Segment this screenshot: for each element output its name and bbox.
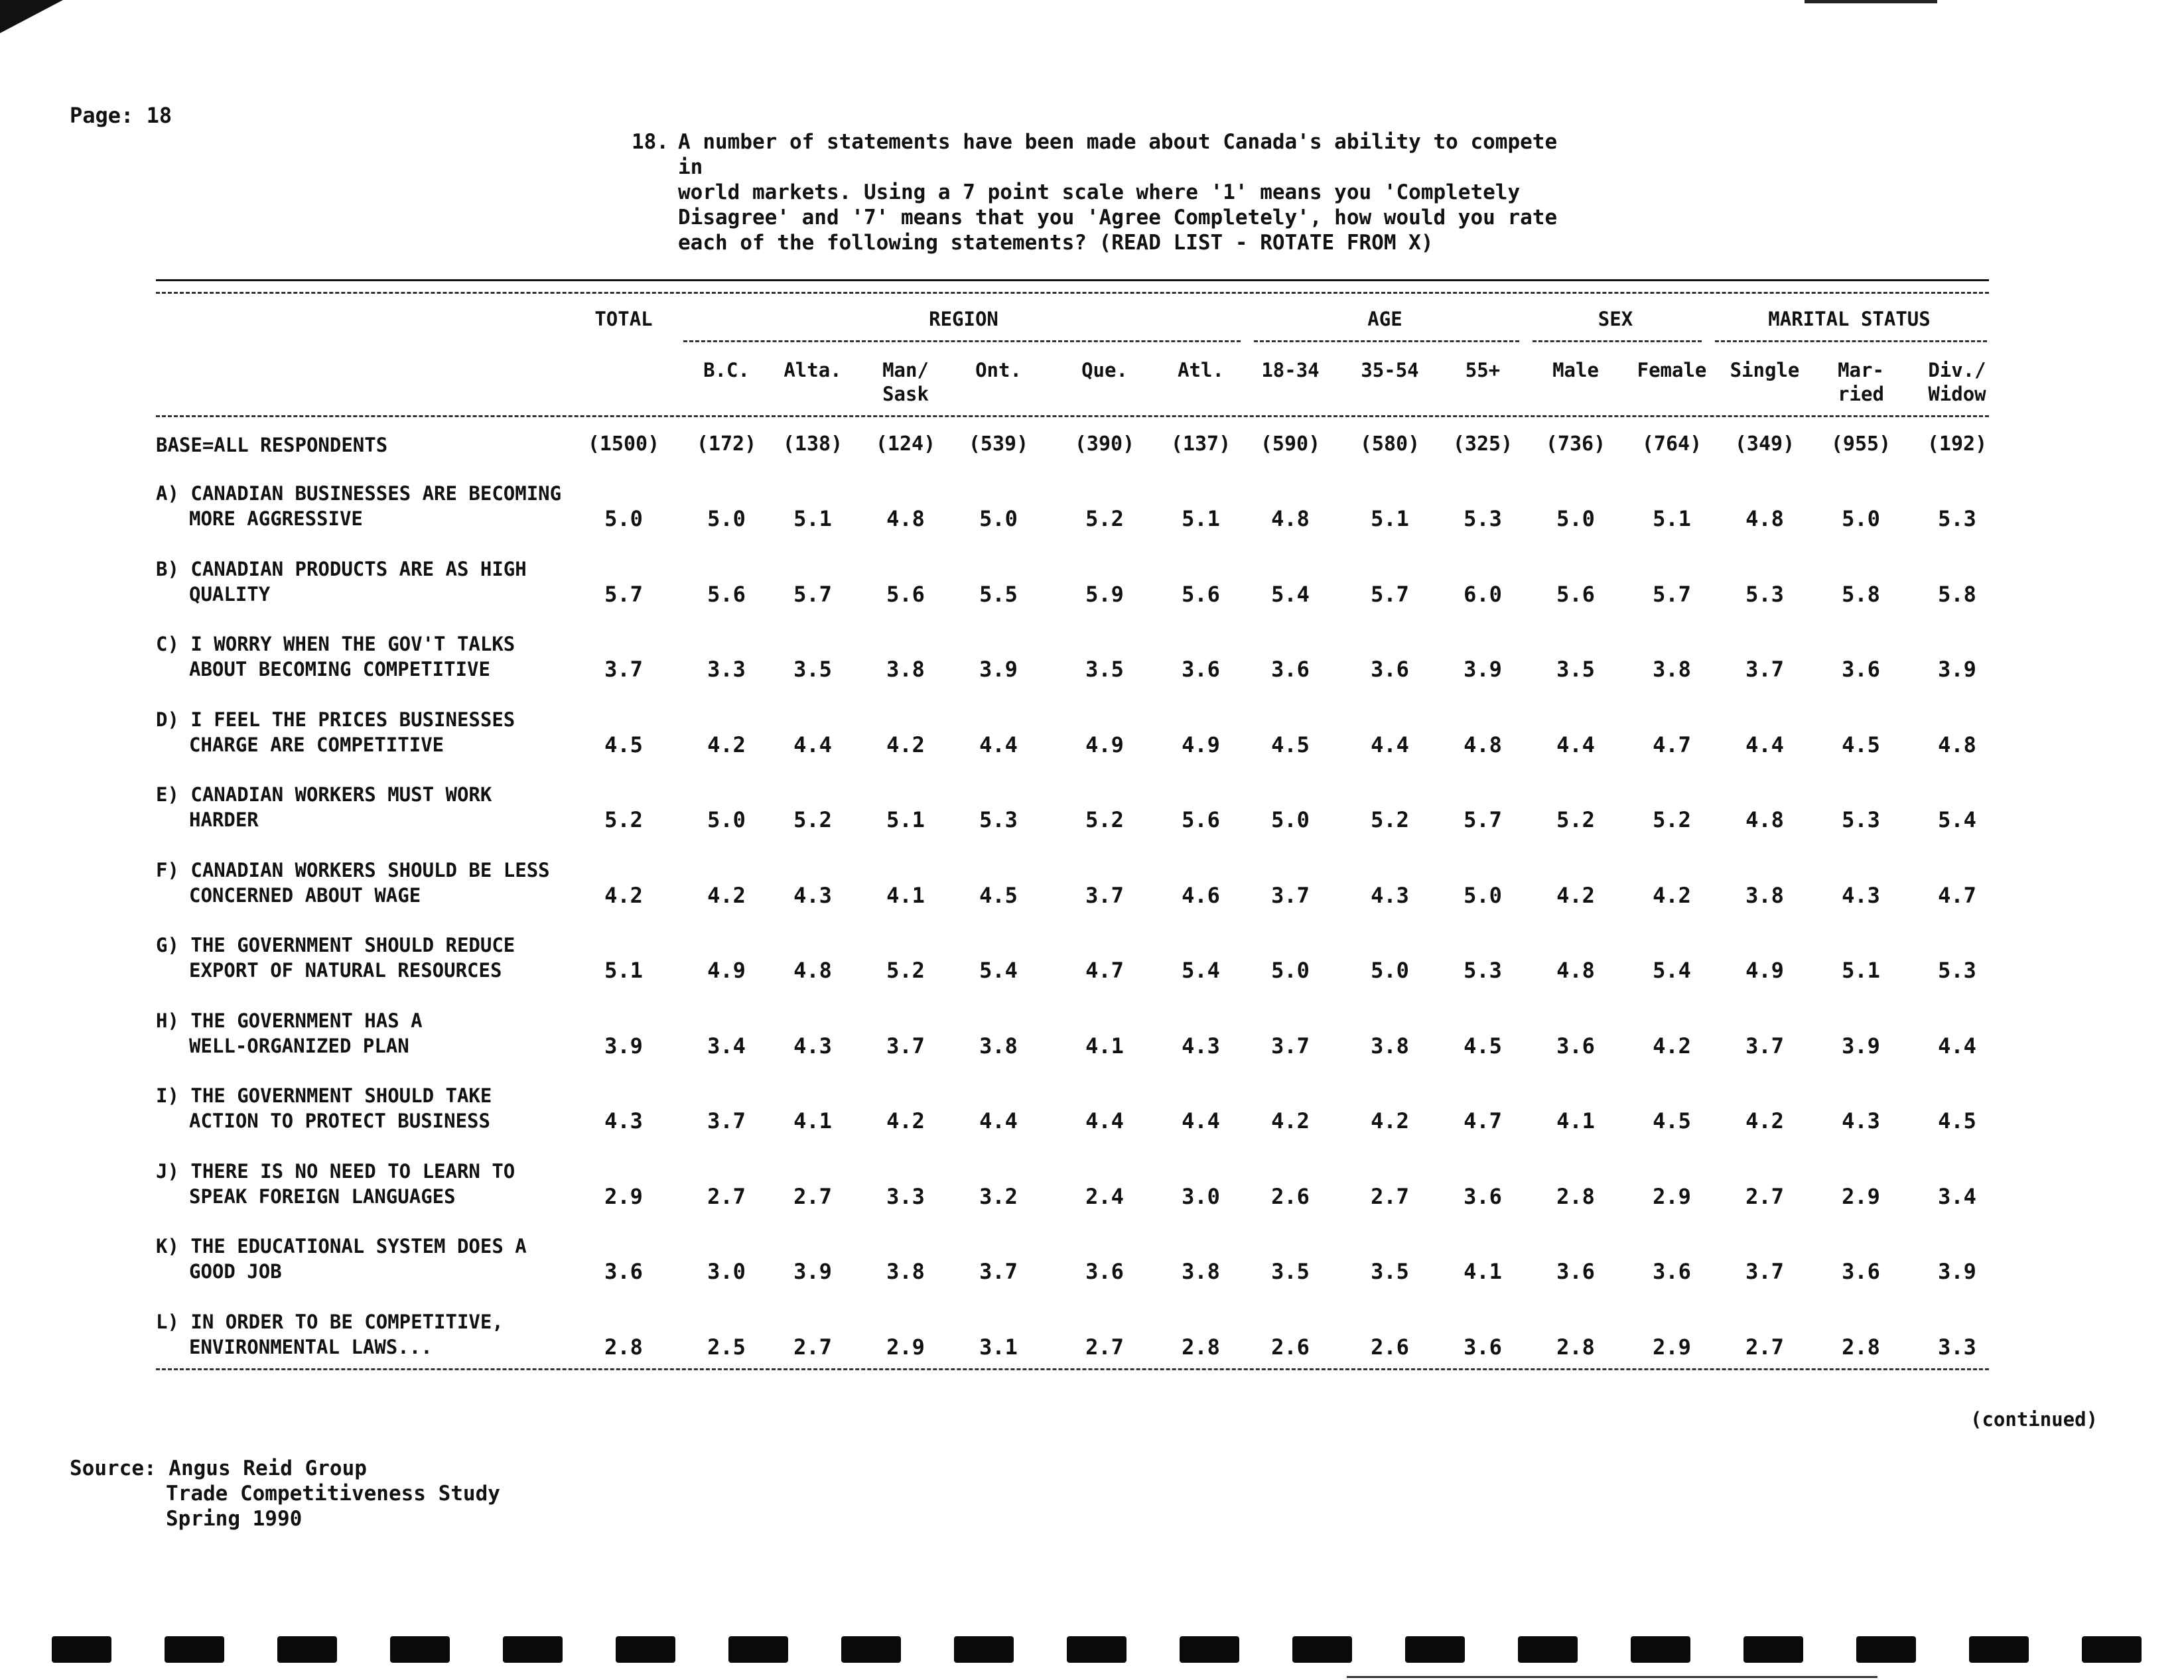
group-header-region: REGION bbox=[929, 308, 998, 330]
column-header: Mar- bbox=[1838, 359, 1884, 381]
table-cell: 4.2 bbox=[1653, 882, 1691, 908]
registration-bar bbox=[1067, 1636, 1126, 1663]
table-cell: 4.1 bbox=[886, 882, 925, 908]
table-cell: 3.8 bbox=[1653, 657, 1691, 682]
table-cell: 5.5 bbox=[979, 581, 1018, 607]
row-label: J) THERE IS NO NEED TO LEARN TO bbox=[156, 1159, 515, 1183]
table-cell: 2.7 bbox=[793, 1334, 832, 1360]
table-cell: 3.9 bbox=[793, 1259, 832, 1284]
table-cell: 3.7 bbox=[1085, 882, 1124, 908]
table-cell: 5.3 bbox=[979, 807, 1018, 832]
table-cell: 3.9 bbox=[1464, 657, 1502, 682]
table-cell: 3.0 bbox=[707, 1259, 746, 1284]
question-line-3: Disagree' and '7' means that you 'Agree Completely', how would you rate bbox=[678, 206, 1558, 229]
table-cell: 3.3 bbox=[886, 1183, 925, 1209]
table-cell: 3.6 bbox=[1271, 657, 1310, 682]
table-cell: 6.0 bbox=[1464, 581, 1502, 607]
table-cell: 3.8 bbox=[1371, 1033, 1409, 1059]
region-underline bbox=[683, 340, 1241, 342]
table-cell: 4.8 bbox=[1938, 732, 1976, 757]
row-label-continued: ABOUT BECOMING COMPETITIVE bbox=[189, 658, 490, 680]
table-cell: 4.7 bbox=[1085, 958, 1124, 983]
base-cell: (390) bbox=[1074, 432, 1135, 456]
table-cell: 5.1 bbox=[793, 506, 832, 531]
row-label-continued: CONCERNED ABOUT WAGE bbox=[189, 883, 421, 907]
base-cell: (736) bbox=[1545, 432, 1606, 456]
table-cell: 5.0 bbox=[1271, 807, 1310, 832]
question-number: 18. bbox=[632, 130, 669, 154]
table-cell: 4.8 bbox=[1745, 506, 1784, 531]
table-cell: 3.7 bbox=[1745, 1259, 1784, 1284]
row-label-continued: QUALITY bbox=[189, 582, 271, 606]
registration-bar bbox=[1969, 1636, 2029, 1663]
table-cell: 5.1 bbox=[604, 958, 643, 983]
table-cell: 4.5 bbox=[1938, 1108, 1976, 1133]
table-cell: 4.3 bbox=[793, 1033, 832, 1059]
registration-bar bbox=[841, 1636, 901, 1663]
base-cell: (124) bbox=[875, 432, 936, 456]
registration-bar bbox=[1518, 1636, 1578, 1663]
base-cell: (955) bbox=[1830, 432, 1891, 456]
table-cell: 5.0 bbox=[1371, 958, 1409, 983]
table-cell: 3.3 bbox=[1938, 1334, 1976, 1360]
table-cell: 4.4 bbox=[1371, 732, 1409, 757]
table-cell: 5.1 bbox=[1371, 506, 1409, 531]
table-cell: 4.3 bbox=[604, 1108, 643, 1133]
table-cell: 4.4 bbox=[1745, 732, 1784, 757]
row-label: L) IN ORDER TO BE COMPETITIVE, bbox=[156, 1310, 504, 1333]
marital-underline bbox=[1715, 340, 1987, 342]
table-cell: 2.7 bbox=[1745, 1183, 1784, 1209]
table-cell: 4.2 bbox=[1371, 1108, 1409, 1133]
registration-bar bbox=[52, 1636, 111, 1663]
registration-bar bbox=[1180, 1636, 1239, 1663]
table-cell: 5.7 bbox=[1371, 581, 1409, 607]
table-cell: 3.7 bbox=[604, 657, 643, 682]
table-cell: 2.7 bbox=[1745, 1334, 1784, 1360]
table-cell: 4.2 bbox=[1745, 1108, 1784, 1133]
row-label-continued: ENVIRONMENTAL LAWS... bbox=[189, 1335, 433, 1358]
group-header-sex: SEX bbox=[1598, 308, 1633, 330]
table-cell: 5.6 bbox=[886, 581, 925, 607]
table-cell: 5.2 bbox=[1085, 506, 1124, 531]
table-cell: 4.8 bbox=[1556, 958, 1595, 983]
table-cell: 4.5 bbox=[1842, 732, 1880, 757]
table-cell: 4.2 bbox=[886, 1108, 925, 1133]
table-cell: 3.2 bbox=[979, 1183, 1018, 1209]
row-label-continued: ACTION TO PROTECT BUSINESS bbox=[189, 1110, 490, 1132]
table-cell: 5.2 bbox=[1085, 807, 1124, 832]
table-cell: 3.7 bbox=[1271, 882, 1310, 908]
table-cell: 4.2 bbox=[886, 732, 925, 757]
table-cell: 3.7 bbox=[886, 1033, 925, 1059]
base-cell: (192) bbox=[1927, 432, 1988, 456]
table-cell: 3.6 bbox=[1842, 657, 1880, 682]
table-cell: 5.6 bbox=[1182, 807, 1220, 832]
table-cell: 4.3 bbox=[1842, 882, 1880, 908]
registration-bar bbox=[1631, 1636, 1690, 1663]
table-cell: 4.4 bbox=[793, 732, 832, 757]
table-cell: 2.6 bbox=[1271, 1183, 1310, 1209]
table-cell: 4.8 bbox=[1745, 807, 1784, 832]
table-cell: 5.6 bbox=[1556, 581, 1595, 607]
base-cell: (137) bbox=[1170, 432, 1231, 456]
registration-bar bbox=[390, 1636, 450, 1663]
question-line-4: each of the following statements? (READ LIST - ROTATE FROM X) bbox=[678, 231, 1434, 255]
top-edge-line bbox=[1805, 0, 1937, 3]
table-cell: 5.3 bbox=[1464, 506, 1502, 531]
base-cell: (325) bbox=[1452, 432, 1513, 456]
table-cell: 5.3 bbox=[1938, 958, 1976, 983]
table-cell: 4.9 bbox=[1085, 732, 1124, 757]
base-cell: (138) bbox=[782, 432, 843, 456]
table-cell: 3.4 bbox=[707, 1033, 746, 1059]
table-cell: 4.7 bbox=[1938, 882, 1976, 908]
table-cell: 5.7 bbox=[1653, 581, 1691, 607]
source-label: Source: Angus Reid Group bbox=[70, 1456, 367, 1480]
table-cell: 2.8 bbox=[1182, 1334, 1220, 1360]
question-block bbox=[632, 129, 1580, 255]
table-cell: 4.5 bbox=[604, 732, 643, 757]
table-cell: 3.7 bbox=[707, 1108, 746, 1133]
table-cell: 4.9 bbox=[1182, 732, 1220, 757]
table-cell: 3.6 bbox=[1182, 657, 1220, 682]
table-cell: 3.5 bbox=[793, 657, 832, 682]
table-cell: 3.4 bbox=[1938, 1183, 1976, 1209]
sex-underline bbox=[1533, 340, 1702, 342]
table-cell: 5.2 bbox=[1653, 807, 1691, 832]
table-cell: 5.4 bbox=[1182, 958, 1220, 983]
table-cell: 5.1 bbox=[1842, 958, 1880, 983]
base-cell: (590) bbox=[1260, 432, 1321, 456]
table-cell: 5.0 bbox=[707, 807, 746, 832]
row-label-continued: SPEAK FOREIGN LANGUAGES bbox=[189, 1185, 456, 1208]
table-cell: 5.3 bbox=[1745, 581, 1784, 607]
table-cell: 3.6 bbox=[1653, 1259, 1691, 1284]
table-cell: 4.2 bbox=[707, 882, 746, 908]
table-cell: 4.7 bbox=[1464, 1108, 1502, 1133]
table-cell: 4.3 bbox=[1371, 882, 1409, 908]
table-cell: 4.5 bbox=[1271, 732, 1310, 757]
row-label-continued: WELL-ORGANIZED PLAN bbox=[189, 1034, 409, 1057]
table-cell: 4.1 bbox=[793, 1108, 832, 1133]
registration-bar bbox=[503, 1636, 563, 1663]
table-cell: 2.7 bbox=[1371, 1183, 1409, 1209]
bottom-edge-line bbox=[1347, 1676, 1877, 1678]
question-line-1: A number of statements have been made about Canada's ability to compete in bbox=[678, 130, 1558, 179]
registration-bar bbox=[728, 1636, 788, 1663]
table-cell: 5.0 bbox=[1556, 506, 1595, 531]
table-cell: 3.0 bbox=[1182, 1183, 1220, 1209]
table-cell: 4.8 bbox=[1464, 732, 1502, 757]
table-cell: 3.7 bbox=[1745, 1033, 1784, 1059]
table-cell: 2.9 bbox=[1842, 1183, 1880, 1209]
registration-bar bbox=[1743, 1636, 1803, 1663]
table-cell: 5.1 bbox=[1182, 506, 1220, 531]
table-cell: 5.0 bbox=[707, 506, 746, 531]
table-cell: 3.8 bbox=[1745, 882, 1784, 908]
table-cell: 4.2 bbox=[707, 732, 746, 757]
column-header: B.C. bbox=[703, 359, 750, 381]
table-cell: 3.9 bbox=[1842, 1033, 1880, 1059]
column-header: 18-34 bbox=[1261, 359, 1320, 381]
table-cell: 3.5 bbox=[1371, 1259, 1409, 1284]
row-label: F) CANADIAN WORKERS SHOULD BE LESS bbox=[156, 858, 550, 881]
column-header: Alta. bbox=[784, 359, 842, 381]
table-cell: 3.6 bbox=[1842, 1259, 1880, 1284]
row-label: E) CANADIAN WORKERS MUST WORK bbox=[156, 783, 492, 806]
table-cell: 5.7 bbox=[604, 581, 643, 607]
table-cell: 2.9 bbox=[886, 1334, 925, 1360]
table-cell: 4.4 bbox=[1085, 1108, 1124, 1133]
table-cell: 4.3 bbox=[1842, 1108, 1880, 1133]
table-cell: 5.2 bbox=[886, 958, 925, 983]
table-cell: 5.3 bbox=[1842, 807, 1880, 832]
table-cell: 5.0 bbox=[1842, 506, 1880, 531]
registration-bar bbox=[277, 1636, 337, 1663]
base-cell: (172) bbox=[696, 432, 757, 456]
table-cell: 4.4 bbox=[979, 732, 1018, 757]
table-cell: 5.4 bbox=[1653, 958, 1691, 983]
table-cell: 5.6 bbox=[707, 581, 746, 607]
table-cell: 3.5 bbox=[1085, 657, 1124, 682]
row-label: K) THE EDUCATIONAL SYSTEM DOES A bbox=[156, 1235, 527, 1258]
table-cell: 2.9 bbox=[1653, 1183, 1691, 1209]
table-cell: 2.9 bbox=[1653, 1334, 1691, 1360]
table-cell: 4.2 bbox=[1653, 1033, 1691, 1059]
table-cell: 5.1 bbox=[1653, 506, 1691, 531]
table-cell: 3.6 bbox=[1556, 1033, 1595, 1059]
row-label: B) CANADIAN PRODUCTS ARE AS HIGH bbox=[156, 557, 527, 580]
table-cell: 4.5 bbox=[1464, 1033, 1502, 1059]
base-label: BASE=ALL RESPONDENTS bbox=[156, 434, 388, 456]
row-label-continued: CHARGE ARE COMPETITIVE bbox=[189, 733, 444, 756]
table-cell: 5.2 bbox=[1371, 807, 1409, 832]
table-cell: 5.8 bbox=[1842, 581, 1880, 607]
group-header-age: AGE bbox=[1367, 308, 1402, 330]
base-cell: (764) bbox=[1641, 432, 1702, 456]
table-cell: 5.3 bbox=[1938, 506, 1976, 531]
column-header: 35-54 bbox=[1361, 359, 1419, 381]
table-cell: 3.6 bbox=[1371, 657, 1409, 682]
row-label: D) I FEEL THE PRICES BUSINESSES bbox=[156, 708, 515, 731]
base-cell: (539) bbox=[968, 432, 1029, 456]
table-cell: 5.7 bbox=[1464, 807, 1502, 832]
table-cell: 3.8 bbox=[1182, 1259, 1220, 1284]
table-cell: 4.4 bbox=[1938, 1033, 1976, 1059]
base-cell: (1500) bbox=[587, 432, 660, 456]
table-cell: 3.6 bbox=[1085, 1259, 1124, 1284]
base-cell: (349) bbox=[1734, 432, 1795, 456]
table-cell: 4.4 bbox=[1182, 1108, 1220, 1133]
table-cell: 4.2 bbox=[1271, 1108, 1310, 1133]
table-cell: 2.7 bbox=[707, 1183, 746, 1209]
row-label: C) I WORRY WHEN THE GOV'T TALKS bbox=[156, 633, 515, 655]
registration-bar bbox=[616, 1636, 675, 1663]
page-corner-mark bbox=[0, 0, 63, 33]
table-cell: 3.8 bbox=[886, 1259, 925, 1284]
table-cell: 4.9 bbox=[1745, 958, 1784, 983]
row-label-continued: EXPORT OF NATURAL RESOURCES bbox=[189, 959, 502, 982]
table-bottom-dashes bbox=[156, 1368, 1989, 1370]
table-cell: 2.6 bbox=[1271, 1334, 1310, 1360]
table-cell: 5.6 bbox=[1182, 581, 1220, 607]
column-header: Que. bbox=[1081, 359, 1128, 381]
table-cell: 2.6 bbox=[1371, 1334, 1409, 1360]
page-number: Page: 18 bbox=[70, 103, 172, 128]
table-cell: 3.5 bbox=[1556, 657, 1595, 682]
group-header-marital-status: MARITAL STATUS bbox=[1768, 308, 1931, 330]
table-cell: 5.8 bbox=[1938, 581, 1976, 607]
table-cell: 2.8 bbox=[1556, 1183, 1595, 1209]
table-cell: 4.8 bbox=[886, 506, 925, 531]
column-header: Man/ bbox=[882, 359, 929, 381]
row-label-continued: GOOD JOB bbox=[189, 1260, 282, 1283]
column-header: Div./ bbox=[1928, 359, 1986, 381]
table-cell: 5.1 bbox=[886, 807, 925, 832]
table-cell: 5.3 bbox=[1464, 958, 1502, 983]
table-cell: 3.7 bbox=[1745, 657, 1784, 682]
table-cell: 5.2 bbox=[793, 807, 832, 832]
table-cell: 3.9 bbox=[1938, 657, 1976, 682]
table-cell: 4.4 bbox=[979, 1108, 1018, 1133]
row-label: A) CANADIAN BUSINESSES ARE BECOMING bbox=[156, 482, 562, 505]
table-cell: 4.5 bbox=[979, 882, 1018, 908]
column-header: Ont. bbox=[975, 359, 1022, 381]
table-cell: 3.6 bbox=[604, 1259, 643, 1284]
column-header: ried bbox=[1838, 383, 1884, 405]
table-cell: 5.7 bbox=[793, 581, 832, 607]
column-header: Widow bbox=[1928, 383, 1986, 405]
table-cell: 5.2 bbox=[604, 807, 643, 832]
table-cell: 5.4 bbox=[1938, 807, 1976, 832]
table-cell: 3.9 bbox=[1938, 1259, 1976, 1284]
table-cell: 5.4 bbox=[1271, 581, 1310, 607]
table-cell: 4.2 bbox=[604, 882, 643, 908]
table-cell: 4.9 bbox=[707, 958, 746, 983]
row-label-continued: HARDER bbox=[189, 808, 259, 831]
group-header-total: TOTAL bbox=[594, 308, 653, 330]
table-cell: 5.0 bbox=[1271, 958, 1310, 983]
table-cell: 4.1 bbox=[1464, 1259, 1502, 1284]
bottom-registration-bars bbox=[52, 1636, 2142, 1663]
table-cell: 5.4 bbox=[979, 958, 1018, 983]
table-header-dashes bbox=[156, 292, 1989, 294]
table-cell: 3.7 bbox=[1271, 1033, 1310, 1059]
table-cell: 3.8 bbox=[979, 1033, 1018, 1059]
column-header: Atl. bbox=[1178, 359, 1224, 381]
column-header: 55+ bbox=[1465, 359, 1501, 381]
table-cell: 4.1 bbox=[1085, 1033, 1124, 1059]
table-cell: 5.9 bbox=[1085, 581, 1124, 607]
row-label-continued: MORE AGGRESSIVE bbox=[189, 507, 363, 530]
column-header: Female bbox=[1637, 359, 1707, 381]
column-header: Male bbox=[1552, 359, 1599, 381]
table-cell: 5.0 bbox=[1464, 882, 1502, 908]
row-label: I) THE GOVERNMENT SHOULD TAKE bbox=[156, 1084, 492, 1107]
table-cell: 4.4 bbox=[1556, 732, 1595, 757]
source-line-1: Trade Competitiveness Study bbox=[166, 1482, 500, 1506]
table-cell: 4.1 bbox=[1556, 1108, 1595, 1133]
table-cell: 3.6 bbox=[1556, 1259, 1595, 1284]
table-cell: 3.9 bbox=[604, 1033, 643, 1059]
table-cell: 2.7 bbox=[1085, 1334, 1124, 1360]
column-header: Sask bbox=[882, 383, 929, 405]
table-cell: 2.7 bbox=[793, 1183, 832, 1209]
question-line-2: world markets. Using a 7 point scale where '1' means you 'Completely bbox=[678, 180, 1521, 204]
table-cell: 3.3 bbox=[707, 657, 746, 682]
table-cell: 2.8 bbox=[1556, 1334, 1595, 1360]
table-cell: 2.8 bbox=[604, 1334, 643, 1360]
table-cell: 2.5 bbox=[707, 1334, 746, 1360]
age-underline bbox=[1254, 340, 1519, 342]
table-cell: 4.8 bbox=[793, 958, 832, 983]
table-cell: 5.2 bbox=[1556, 807, 1595, 832]
table-cell: 2.8 bbox=[1842, 1334, 1880, 1360]
source-block bbox=[70, 1456, 500, 1531]
base-cell: (580) bbox=[1359, 432, 1420, 456]
registration-bar bbox=[1405, 1636, 1465, 1663]
registration-bar bbox=[2082, 1636, 2142, 1663]
registration-bar bbox=[954, 1636, 1014, 1663]
table-cell: 4.3 bbox=[793, 882, 832, 908]
table-cell: 5.0 bbox=[979, 506, 1018, 531]
table-top-rule bbox=[156, 279, 1989, 281]
table-cell: 2.9 bbox=[604, 1183, 643, 1209]
table-cell: 3.7 bbox=[979, 1259, 1018, 1284]
table-cell: 5.0 bbox=[604, 506, 643, 531]
table-cell: 4.5 bbox=[1653, 1108, 1691, 1133]
registration-bar bbox=[1856, 1636, 1916, 1663]
table-cell: 3.5 bbox=[1271, 1259, 1310, 1284]
row-label: G) THE GOVERNMENT SHOULD REDUCE bbox=[156, 934, 515, 956]
continued-note: (continued) bbox=[1970, 1408, 2098, 1431]
source-line-2: Spring 1990 bbox=[166, 1507, 303, 1531]
table-cell: 3.6 bbox=[1464, 1334, 1502, 1360]
registration-bar bbox=[165, 1636, 224, 1663]
table-cell: 3.6 bbox=[1464, 1183, 1502, 1209]
column-header: Single bbox=[1730, 359, 1800, 381]
registration-bar bbox=[1292, 1636, 1352, 1663]
table-cell: 3.8 bbox=[886, 657, 925, 682]
table-cell: 4.7 bbox=[1653, 732, 1691, 757]
row-label: H) THE GOVERNMENT HAS A bbox=[156, 1009, 423, 1032]
table-cell: 3.1 bbox=[979, 1334, 1018, 1360]
table-cell: 4.8 bbox=[1271, 506, 1310, 531]
table-cell: 4.3 bbox=[1182, 1033, 1220, 1059]
table-cell: 2.4 bbox=[1085, 1183, 1124, 1209]
table-cell: 4.2 bbox=[1556, 882, 1595, 908]
header-bottom-dashes bbox=[156, 415, 1989, 417]
table-cell: 4.6 bbox=[1182, 882, 1220, 908]
table-cell: 3.9 bbox=[979, 657, 1018, 682]
